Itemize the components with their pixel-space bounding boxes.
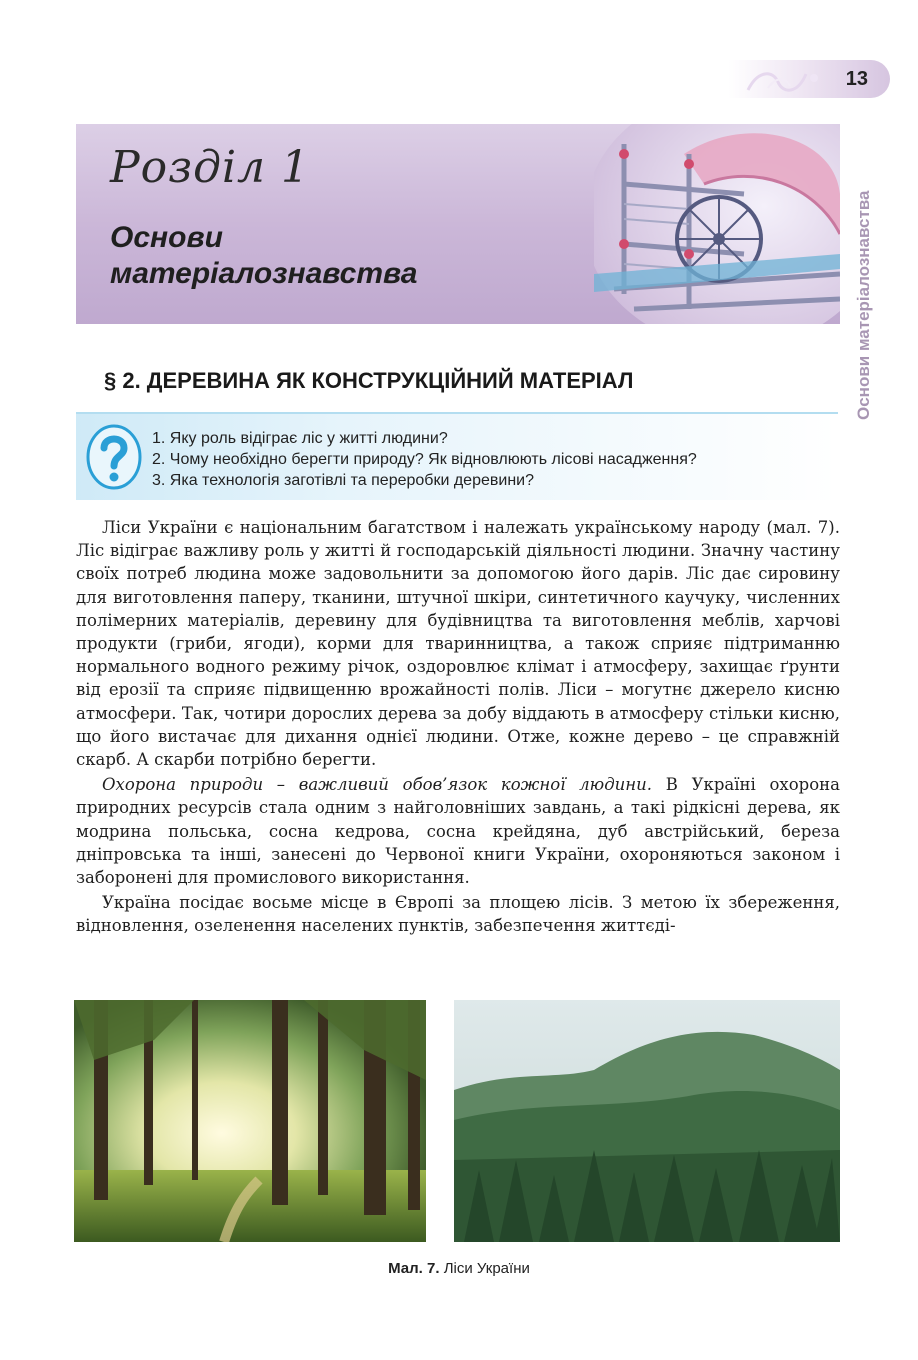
sunlit-forest-image <box>74 1000 426 1242</box>
chapter-title: Основи матеріалознавства <box>110 221 418 290</box>
figure-caption <box>0 1260 918 1277</box>
machine-illustration-icon <box>594 124 840 324</box>
forest-photo-right <box>454 1000 840 1242</box>
figure-caption-label: Мал. 7. <box>388 1260 440 1277</box>
question-item: 2. Чому необхідно берегти природу? Як відновлюють лісові насадження? <box>152 451 697 468</box>
paragraph-1: Ліси України є національним багатством і належать українському народу (мал. 7). Ліс відіграє важливу роль у житті й господарській діяльності людини. Значну частину своїх потреб людина може задовольнити за допомогою його дарів. Ліс дає сировину для виготовлення паперу, тканини, штучної шкіри, синтетичного каучуку, численних полімерних матеріалів, деревину для будівництва та виготовлення меблів, харчові продукти (гриби, ягоди), корми для тваринництва, а також сприяє підтриманню нормального водного режиму річок, оздоровлює клімат і атмосферу, захищає ґрунти від ерозії та сприяє підвищенню врожайності полів. Ліси – могутнє джерело кисню атмосфери. Так, чотири дорослих дерева за добу віддають в атмосферу стільки кисню, що його вистачає для дихання однієї людини. Отже, кожне дерево – це справжній скарб. А скарби потрібно берегти. <box>76 518 840 770</box>
decorative-swirl-icon <box>728 60 838 98</box>
chapter-label: Розділ 1 <box>110 142 311 193</box>
question-mark-icon <box>86 424 142 490</box>
paragraph-3: Україна посідає восьме місце в Європі за площею лісів. З метою їх збереження, відновлення, озеленення населених пунктів, забезпечення життєді- <box>76 893 840 936</box>
page-number: 13 <box>845 68 868 90</box>
page-number-tab <box>728 60 890 98</box>
paragraph-2-emphasis: Охорона природи – важливий обов’язок кожної людини. <box>102 775 653 795</box>
side-section-title: Основи матеріалознавства <box>854 190 873 420</box>
paragraph-2 <box>76 773 840 889</box>
figure-caption-text: Ліси України <box>439 1260 530 1277</box>
chapter-banner <box>76 124 840 324</box>
mountain-forest-image <box>454 1000 840 1242</box>
body-text <box>76 516 840 938</box>
questions-list <box>152 428 697 491</box>
section-heading: § 2. ДЕРЕВИНА ЯК КОНСТРУКЦІЙНИЙ МАТЕРІАЛ <box>104 368 634 393</box>
forest-photo-left <box>74 1000 426 1242</box>
question-item: 1. Яку роль відіграє ліс у житті людини? <box>152 430 448 447</box>
question-item: 3. Яка технологія заготівлі та переробки деревини? <box>152 472 534 489</box>
paragraph-2-text: В Україні охорона природних ресурсів стала одним з найголовніших завдань, а такі рідкісні дерева, як модрина польська, сосна кедрова, сосна крейдяна, дуб австрійський, береза дніпровська та інші, занесені до Червоної книги України, охороняються законом і заборонені для промислового використання. <box>76 775 840 888</box>
questions-box <box>76 412 838 500</box>
